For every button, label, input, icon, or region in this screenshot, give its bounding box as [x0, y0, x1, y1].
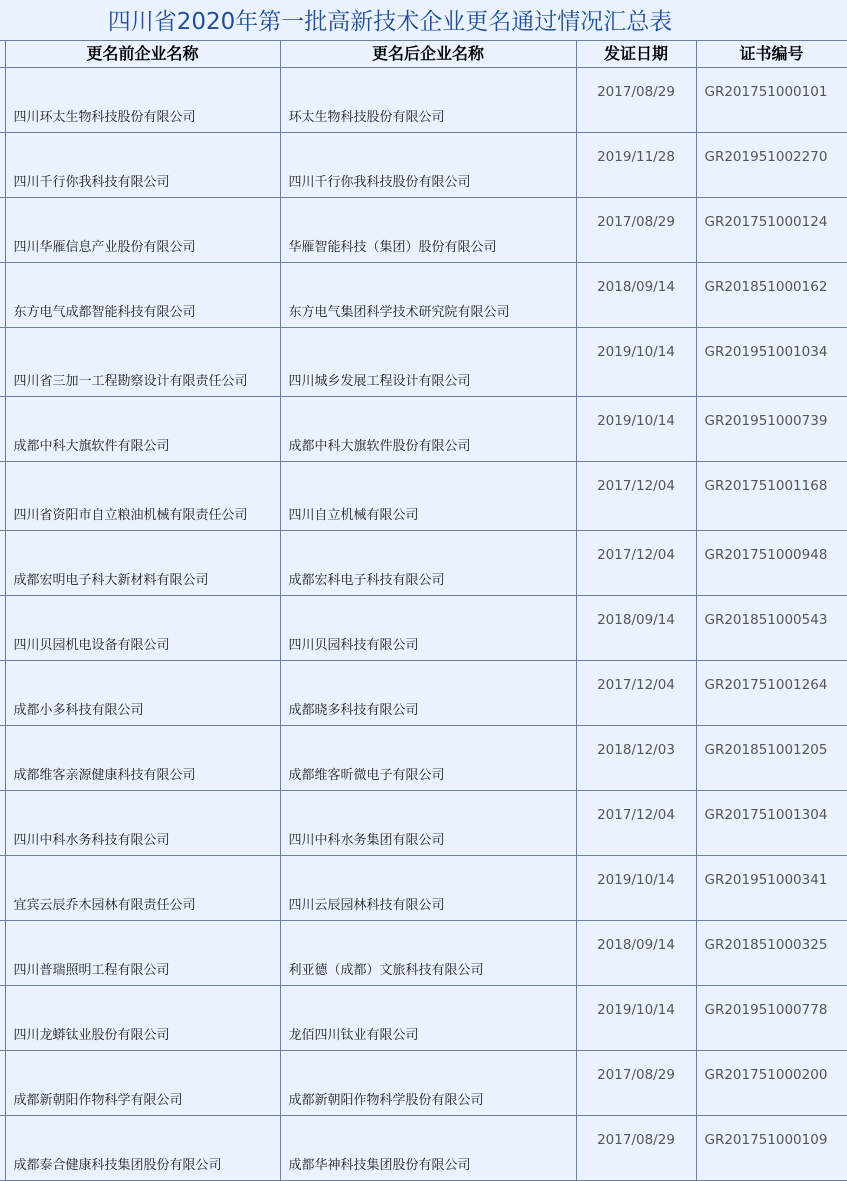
table-row [0, 791, 847, 856]
name-after-cell: 华雁智能科技（集团）股份有限公司 [280, 198, 576, 263]
name-before-cell: 四川环太生物科技股份有限公司 [5, 68, 280, 133]
table-row [0, 661, 847, 726]
header-name-after: 更名后企业名称 [280, 41, 576, 68]
name-before-cell: 四川省资阳市自立粮油机械有限责任公司 [5, 462, 280, 531]
name-after-cell: 四川中科水务集团有限公司 [280, 791, 576, 856]
name-before-cell: 成都宏明电子科大新材料有限公司 [5, 531, 280, 596]
name-before-cell: 四川省三加一工程勘察设计有限责任公司 [5, 328, 280, 397]
table-row [0, 462, 847, 531]
issue-date-cell: 2018/09/14 [576, 596, 696, 661]
issue-date-cell: 2017/12/04 [576, 531, 696, 596]
name-after-cell: 四川城乡发展工程设计有限公司 [280, 328, 576, 397]
issue-date-cell: 2018/12/03 [576, 726, 696, 791]
table-row [0, 397, 847, 462]
table-row [0, 133, 847, 198]
cert-number-cell: GR201951000739 [696, 397, 847, 462]
table-row [0, 856, 847, 921]
name-after-cell: 成都宏科电子科技有限公司 [280, 531, 576, 596]
table-row [0, 531, 847, 596]
header-cert-number: 证书编号 [696, 41, 847, 68]
issue-date-cell: 2019/10/14 [576, 856, 696, 921]
cert-number-cell: GR201951002270 [696, 133, 847, 198]
cert-number-cell: GR201751000948 [696, 531, 847, 596]
issue-date-cell: 2019/10/14 [576, 986, 696, 1051]
name-before-cell: 四川中科水务科技有限公司 [5, 791, 280, 856]
issue-date-cell: 2017/08/29 [576, 1116, 696, 1181]
name-before-cell: 成都维客亲源健康科技有限公司 [5, 726, 280, 791]
cert-number-cell: GR201951001034 [696, 328, 847, 397]
issue-date-cell: 2017/08/29 [576, 198, 696, 263]
name-after-cell: 龙佰四川钛业有限公司 [280, 986, 576, 1051]
name-before-cell: 成都中科大旗软件有限公司 [5, 397, 280, 462]
name-after-cell: 成都维客昕微电子有限公司 [280, 726, 576, 791]
page-title: 四川省2020年第一批高新技术企业更名通过情况汇总表 [107, 9, 673, 35]
issue-date-cell: 2019/10/14 [576, 397, 696, 462]
cert-number-cell: GR201751001304 [696, 791, 847, 856]
header-issue-date: 发证日期 [576, 41, 696, 68]
table-row [0, 986, 847, 1051]
name-before-cell: 成都泰合健康科技集团股份有限公司 [5, 1116, 280, 1181]
cert-number-cell: GR201851000543 [696, 596, 847, 661]
cert-number-cell: GR201751000109 [696, 1116, 847, 1181]
table-row [0, 1051, 847, 1116]
name-before-cell: 成都小多科技有限公司 [5, 661, 280, 726]
name-after-cell: 四川自立机械有限公司 [280, 462, 576, 531]
name-before-cell: 东方电气成都智能科技有限公司 [5, 263, 280, 328]
name-before-cell: 四川华雁信息产业股份有限公司 [5, 198, 280, 263]
cert-number-cell: GR201751001168 [696, 462, 847, 531]
name-after-cell: 东方电气集团科学技术研究院有限公司 [280, 263, 576, 328]
name-after-cell: 四川云辰园林科技有限公司 [280, 856, 576, 921]
name-after-cell: 成都新朝阳作物科学股份有限公司 [280, 1051, 576, 1116]
name-before-cell: 四川千行你我科技有限公司 [5, 133, 280, 198]
name-after-cell: 成都华神科技集团股份有限公司 [280, 1116, 576, 1181]
name-before-cell: 四川贝园机电设备有限公司 [5, 596, 280, 661]
table-row [0, 921, 847, 986]
table-row [0, 68, 847, 133]
issue-date-cell: 2017/08/29 [576, 1051, 696, 1116]
header-name-before: 更名前企业名称 [5, 41, 280, 68]
rename-summary-table [0, 40, 847, 1181]
issue-date-cell: 2019/11/28 [576, 133, 696, 198]
table-row [0, 1116, 847, 1181]
cert-number-cell: GR201951000341 [696, 856, 847, 921]
cert-number-cell: GR201751000101 [696, 68, 847, 133]
cert-number-cell: GR201851000162 [696, 263, 847, 328]
issue-date-cell: 2019/10/14 [576, 328, 696, 397]
name-after-cell: 成都中科大旗软件股份有限公司 [280, 397, 576, 462]
name-before-cell: 成都新朝阳作物科学有限公司 [5, 1051, 280, 1116]
issue-date-cell: 2017/12/04 [576, 661, 696, 726]
table-row [0, 596, 847, 661]
cert-number-cell: GR201751000200 [696, 1051, 847, 1116]
table-row [0, 198, 847, 263]
name-before-cell: 四川龙蟒钛业股份有限公司 [5, 986, 280, 1051]
name-before-cell: 四川普瑞照明工程有限公司 [5, 921, 280, 986]
name-after-cell: 利亚德（成都）文旅科技有限公司 [280, 921, 576, 986]
table-row [0, 726, 847, 791]
table-row [0, 263, 847, 328]
issue-date-cell: 2017/12/04 [576, 462, 696, 531]
name-after-cell: 成都晓多科技有限公司 [280, 661, 576, 726]
issue-date-cell: 2017/12/04 [576, 791, 696, 856]
name-before-cell: 宜宾云辰乔木园林有限责任公司 [5, 856, 280, 921]
cert-number-cell: GR201951000778 [696, 986, 847, 1051]
issue-date-cell: 2018/09/14 [576, 921, 696, 986]
cert-number-cell: GR201851001205 [696, 726, 847, 791]
cert-number-cell: GR201751001264 [696, 661, 847, 726]
issue-date-cell: 2017/08/29 [576, 68, 696, 133]
header-row [0, 41, 847, 68]
cert-number-cell: GR201851000325 [696, 921, 847, 986]
name-after-cell: 四川贝园科技有限公司 [280, 596, 576, 661]
cert-number-cell: GR201751000124 [696, 198, 847, 263]
issue-date-cell: 2018/09/14 [576, 263, 696, 328]
name-after-cell: 四川千行你我科技股份有限公司 [280, 133, 576, 198]
name-after-cell: 环太生物科技股份有限公司 [280, 68, 576, 133]
table-row [0, 328, 847, 397]
